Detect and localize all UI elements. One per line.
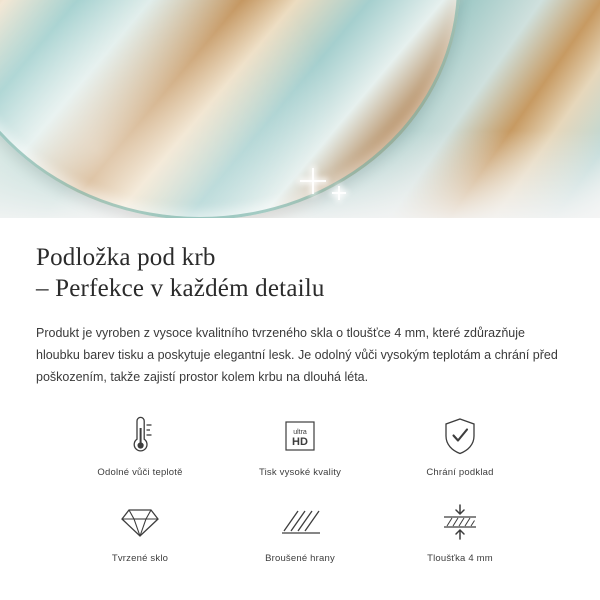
feature-label: Tisk vysoké kvality — [258, 467, 342, 478]
thermometer-icon — [123, 414, 157, 458]
polished-edges-icon — [278, 500, 322, 544]
headline-line-1: Podložka pod krb — [36, 244, 216, 271]
feature-item — [60, 414, 220, 478]
feature-item — [220, 414, 380, 478]
svg-text:ultra: ultra — [293, 429, 307, 436]
feature-label: Chrání podklad — [426, 467, 494, 478]
shield-check-icon — [441, 414, 479, 458]
diamond-icon — [119, 500, 161, 544]
svg-text:HD: HD — [292, 436, 308, 448]
feature-label: Tvrzené sklo — [111, 553, 169, 564]
feature-label: Tloušťka 4 mm — [427, 553, 493, 564]
description-paragraph: Produkt je vyroben z vysoce kvalitního tvrzeného skla o tloušťce 4 mm, které zdůrazňuje hloubku barev tisku a poskytuje elegantní lesk. Je odolný vůči vysokým teplotám a chrání před poškozením, takže zajistí prostor kolem krbu na dlouhá léta. — [36, 326, 558, 384]
feature-item — [60, 500, 220, 564]
page-title — [36, 242, 564, 304]
ultra-hd-icon — [280, 414, 320, 458]
thickness-arrows-icon — [438, 500, 482, 544]
feature-item — [380, 414, 540, 478]
feature-label: Broušené hrany — [265, 553, 335, 564]
feature-item — [380, 500, 540, 564]
feature-item — [220, 500, 380, 564]
content-block — [0, 218, 600, 564]
feature-label: Odolné vůči teplotě — [97, 467, 183, 478]
hero-image — [0, 0, 600, 218]
headline-line-2: – Perfekce v každém detailu — [36, 275, 325, 302]
feature-grid — [36, 414, 564, 564]
